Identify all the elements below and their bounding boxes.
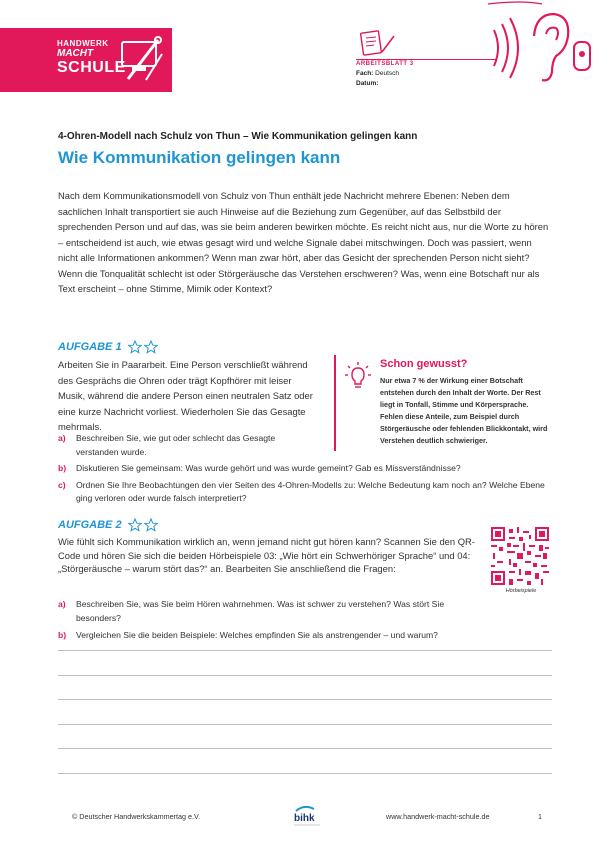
answer-line[interactable] — [58, 675, 552, 676]
logo-line-1: HANDWERK — [57, 39, 109, 48]
logo-line-2: MACHT — [57, 48, 94, 59]
question-text: Beschreiben Sie, was Sie beim Hören wahrnehmen. Was ist schwer zu verstehen? Was stört Sie besonders? — [76, 599, 445, 623]
question-text: Diskutieren Sie gemeinsam: Was wurde gehört und was wurde gemeint? Gab es Missverständnisse? — [76, 463, 461, 473]
date-label: Datum: — [356, 80, 379, 87]
task-2-text: Wie fühlt sich Kommunikation wirklich an, wenn jemand nicht gut hören kann? Scannen Sie den QR-Code und hören Sie sich die beiden Hörbeispiele 03: „Wie hört ein Schwerhöriger Sprache“ und 04: „Störgeräusche – warum stört das?“ an. Bearbeiten Sie anschließend die Fragen: — [58, 536, 475, 574]
question-letter: c) — [58, 479, 66, 490]
question-text: Ordnen Sie Ihre Beobachtungen den vier Seiten des 4-Ohren-Modells zu: Welche Bedeutung kam noch an? Welche Ebene ging verloren oder wurde falsch interpretiert? — [76, 479, 545, 503]
question-letter: a) — [58, 599, 66, 609]
qr-label: Hörbeispiele — [505, 588, 537, 594]
task-1-questions — [58, 432, 552, 506]
task-2-label: AUFGABE 2 — [58, 519, 122, 531]
task-1-label: AUFGABE 1 — [58, 341, 122, 353]
worksheet-label: ARBEITSBLATT 3 — [356, 59, 496, 67]
logo-text — [57, 40, 126, 76]
bihk-logo — [290, 803, 330, 829]
question-b — [58, 462, 552, 476]
subject-label: Fach: — [356, 70, 374, 77]
star-icon — [144, 518, 158, 532]
logo-line-3: SCHULE — [57, 59, 126, 76]
answer-lines[interactable] — [58, 650, 552, 797]
star-icon — [128, 518, 142, 532]
subject-line — [356, 70, 399, 77]
star-icon — [144, 340, 158, 354]
answer-line[interactable] — [58, 650, 552, 651]
qr-code-icon[interactable] — [491, 527, 549, 585]
page-title: Wie Kommunikation gelingen kann — [58, 148, 341, 167]
question-a — [58, 598, 478, 625]
answer-line[interactable] — [58, 773, 552, 774]
lightbulb-icon — [344, 361, 372, 391]
task-2-difficulty — [128, 518, 158, 532]
question-letter: b) — [58, 630, 67, 640]
task-1-text: Arbeiten Sie in Paararbeit. Eine Person verschließt während des Gesprächs die Ohren oder trägt Kopfhörer mit leiser Musik, während die andere Person einen neutralen Satz oder eine kurze Nachricht vorliest. Wiederholen Sie das Gesagte mehrmals. — [58, 359, 313, 432]
ear-sound-decoration — [482, 0, 600, 96]
info-title: Schon gewusst? — [380, 358, 468, 370]
intro-paragraph: Nach dem Kommunikationsmodell von Schulz von Thun enthält jede Nachricht mehrere Ebenen: Neben dem sachlichen Inhalt transportiert sie auch Hinweise auf die Beziehung zum Gegenüber, auf das Selbstbild der sprechenden Person und auf das, was sie beim anderen bewirken möchte. Es reicht nicht aus, nur die Worte zu hören – entscheidend ist auch, wie etwas gesagt wird und welche Signale dabei mitschwingen. Doch was passiert, wenn nicht alle Informationen ankommen? Wenn man zwar hört, aber das Gesicht der sprechenden Person nicht sieht? Wenn die Tonqualität schlecht ist oder Störgeräusche das Verstehen erschweren? Was, wenn eine Botschaft nur als Text erscheint – ohne Stimme, Mimik oder Kontext? — [58, 190, 549, 294]
task-2-questions — [58, 598, 552, 643]
question-letter: a) — [58, 433, 66, 443]
question-text: Vergleichen Sie die beiden Beispiele: Welches empfinden Sie als anstrengender – und warum? — [76, 630, 438, 640]
footer-url[interactable]: www.handwerk-macht-schule.de — [386, 812, 490, 821]
question-c — [58, 479, 552, 506]
page-subtitle: 4-Ohren-Modell nach Schulz von Thun – Wie Kommunikation gelingen kann — [58, 131, 418, 142]
page-number: 1 — [538, 812, 542, 821]
question-text: Beschreiben Sie, wie gut oder schlecht das Gesagte verstanden wurde. — [76, 433, 276, 457]
question-letter: b) — [58, 463, 67, 473]
question-b — [58, 629, 552, 643]
task-1-difficulty — [128, 340, 158, 354]
question-a — [58, 432, 320, 459]
subject-value: Deutsch — [375, 70, 400, 77]
task-2-heading — [58, 518, 158, 532]
footer-copyright: © Deutscher Handwerkskammertag e.V. — [72, 812, 201, 821]
task-1-heading — [58, 340, 158, 354]
tools-logo-icon — [118, 34, 166, 86]
date-line — [356, 80, 378, 87]
info-text: Nur etwa 7 % der Wirkung einer Botschaft entstehen durch den Inhalt der Worte. Der Rest liegt in Tonfall, Stimme und Körpersprache. Fehlen diese Anteile, zum Beispiel durch Störgeräusche oder fehlenden Blickkontakt, wird Verstehen deutlich schwieriger. — [380, 376, 548, 445]
answer-line[interactable] — [58, 748, 552, 749]
svg-text:bihk: bihk — [294, 813, 315, 824]
star-icon — [128, 340, 142, 354]
answer-line[interactable] — [58, 699, 552, 700]
worksheet-icon — [358, 30, 398, 58]
answer-line[interactable] — [58, 724, 552, 725]
